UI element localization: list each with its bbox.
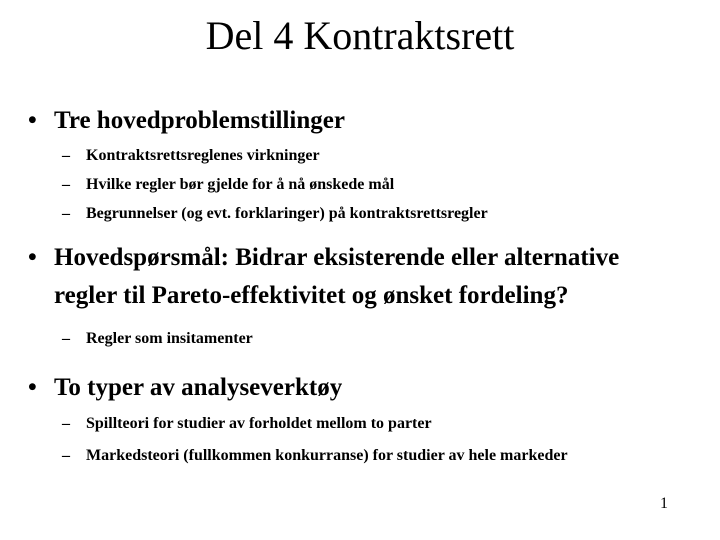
sub-item-text: Kontraktsrettsreglenes virkninger [86,147,320,164]
bullet-heading: To typer av analyseverktøy [54,374,343,401]
dash-marker: – [62,176,70,193]
dash-marker: – [62,205,70,222]
bullet-marker: • [28,244,37,271]
bullet-marker: • [28,374,37,401]
sub-item-text: Spillteori for studier av forholdet mellom to parter [86,415,432,432]
bullet-heading-line-2: regler til Pareto-effektivitet og ønsket fordeling? [54,282,569,309]
dash-marker: – [62,330,70,347]
slide-title: Del 4 Kontraktsrett [205,13,515,58]
sub-item-text: Regler som insitamenter [86,330,253,347]
page-number: 1 [660,495,668,512]
dash-marker: – [62,447,70,464]
dash-marker: – [62,147,70,164]
sub-item-text: Begrunnelser (og evt. forklaringer) på kontraktsrettsregler [86,205,488,222]
dash-marker: – [62,415,70,432]
bullet-heading: Tre hovedproblemstillinger [54,107,345,134]
sub-item-text: Markedsteori (fullkommen konkurranse) for studier av hele markeder [86,447,568,464]
bullet-marker: • [28,107,37,134]
bullet-heading-line-1: Hovedspørsmål: Bidrar eksisterende eller alternative [54,244,620,271]
sub-item-text: Hvilke regler bør gjelde for å nå ønskede mål [86,176,395,193]
